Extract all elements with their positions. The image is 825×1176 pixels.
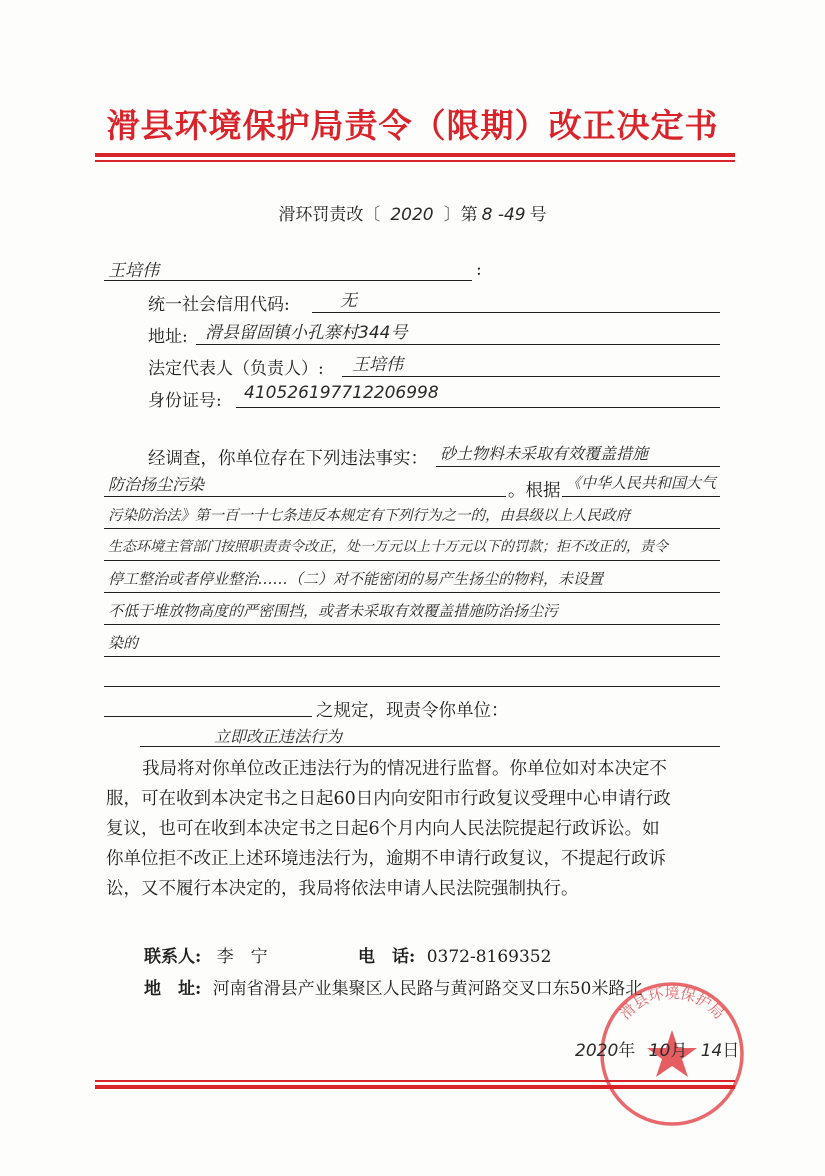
order-value: 立即改正违法行为 <box>214 727 343 746</box>
basis-label: 。根据 <box>508 481 561 501</box>
notice-line-4: 你单位拒不改正上述环境违法行为，逾期不申请行政复议，不提起行政诉 <box>106 849 666 869</box>
basis-line-1-rule <box>562 496 720 497</box>
date-day: 14 <box>700 1041 723 1061</box>
party-name: 王培伟 <box>108 261 159 281</box>
basis-line-5-rule <box>104 624 720 625</box>
notice-line-5: 讼，又不履行本决定的，我局将依法申请人民法院强制执行。 <box>106 879 579 899</box>
basis-line-6: 染的 <box>108 634 139 652</box>
date-year-unit: 年 <box>618 1041 636 1061</box>
phone-row <box>358 942 551 967</box>
office-address-label: 地 址: <box>144 979 202 999</box>
basis-line-4-rule <box>104 592 720 593</box>
address-label: 地址: <box>148 327 188 347</box>
issue-date <box>575 1036 739 1061</box>
phone-value: 0372-8169352 <box>426 947 552 967</box>
doc-no-mid: 〕第 <box>443 205 478 225</box>
fact-line-1: 砂土物料未采取有效覆盖措施 <box>440 444 649 463</box>
document-title: 滑县环境保护局责令（限期）改正决定书 <box>106 106 719 145</box>
doc-no-number: 8 -49 <box>481 205 526 225</box>
notice-line-1: 我局将对你单位改正违法行为的情况进行监督。你单位如对本决定不 <box>142 759 667 779</box>
basis-line-2-rule <box>104 528 720 529</box>
footer-rule-thick <box>95 1085 735 1089</box>
date-year: 2020 <box>575 1041 619 1061</box>
id-line <box>236 407 720 408</box>
doc-no-suffix: 号 <box>529 205 547 225</box>
legal-rep-line <box>342 376 720 377</box>
legal-rep-label: 法定代表人（负责人）: <box>148 359 324 379</box>
party-name-colon: : <box>476 260 482 280</box>
seal-text: 滑县环境保护局 <box>616 984 728 1023</box>
basis-line-1: 《中华人民共和国大气 <box>566 474 717 492</box>
party-name-line <box>104 280 472 281</box>
fact-line-2: 防治扬尘污染 <box>108 475 205 494</box>
contact-row <box>144 942 268 967</box>
basis-line-5: 不低于堆放物高度的严密围挡，或者未采取有效覆盖措施防治扬尘污 <box>108 602 559 620</box>
fact-line-2-rule <box>104 496 506 497</box>
order-value-rule <box>140 746 720 747</box>
notice-paragraph <box>106 754 726 904</box>
footer-rule-thin <box>95 1080 735 1082</box>
office-address-row <box>144 974 642 999</box>
credit-code-line <box>312 312 720 313</box>
fact-line-1-rule <box>436 466 720 467</box>
order-label: 之规定，现责令你单位： <box>316 701 509 721</box>
facts-intro: 经调查，你单位存在下列违法事实： <box>148 449 428 469</box>
contact-label: 联系人: <box>144 947 202 967</box>
title-rule-thick <box>95 153 735 157</box>
basis-line-3: 生态环境主管部门按照职责责令改正，处一万元以上十万元以下的罚款；拒不改正的，责令 <box>108 539 668 555</box>
date-day-unit: 日 <box>722 1041 740 1061</box>
doc-no-year: 2020 <box>390 205 434 225</box>
id-label: 身份证号: <box>148 391 222 411</box>
office-address-value: 河南省滑县产业集聚区人民路与黄河路交叉口东50米路北 <box>212 979 643 999</box>
blank-line <box>104 686 720 687</box>
basis-line-4: 停工整治或者停业整治……（二）对不能密闭的易产生扬尘的物料，未设置 <box>108 570 604 588</box>
phone-label: 电 话: <box>358 947 416 967</box>
credit-code-value: 无 <box>340 291 357 311</box>
document-number <box>0 200 825 225</box>
contact-name: 李 宁 <box>216 947 268 967</box>
date-month: 10 <box>648 1041 671 1061</box>
address-value: 滑县留固镇小孔寨村344号 <box>205 323 408 343</box>
doc-no-prefix: 滑环罚责改〔 <box>278 205 381 225</box>
notice-line-2: 服，可在收到本决定书之日起60日内向安阳市行政复议受理中心申请行政 <box>106 789 671 809</box>
basis-line-2: 污染防治法》第一百一十七条违反本规定有下列行为之一的，由县级以上人民政府 <box>108 508 630 524</box>
legal-rep-value: 王培伟 <box>352 355 403 375</box>
id-value: 410526197712206998 <box>244 383 439 403</box>
credit-code-label: 统一社会信用代码: <box>148 295 290 315</box>
notice-line-3: 复议，也可在收到本决定书之日起6个月内向人民法院提起行政诉讼。如 <box>106 819 660 839</box>
order-basis-rule <box>104 716 312 717</box>
basis-line-6-rule <box>104 656 720 657</box>
date-month-unit: 月 <box>670 1041 688 1061</box>
title-rule-thin <box>95 160 735 162</box>
address-line <box>196 344 720 345</box>
basis-line-3-rule <box>104 560 720 561</box>
